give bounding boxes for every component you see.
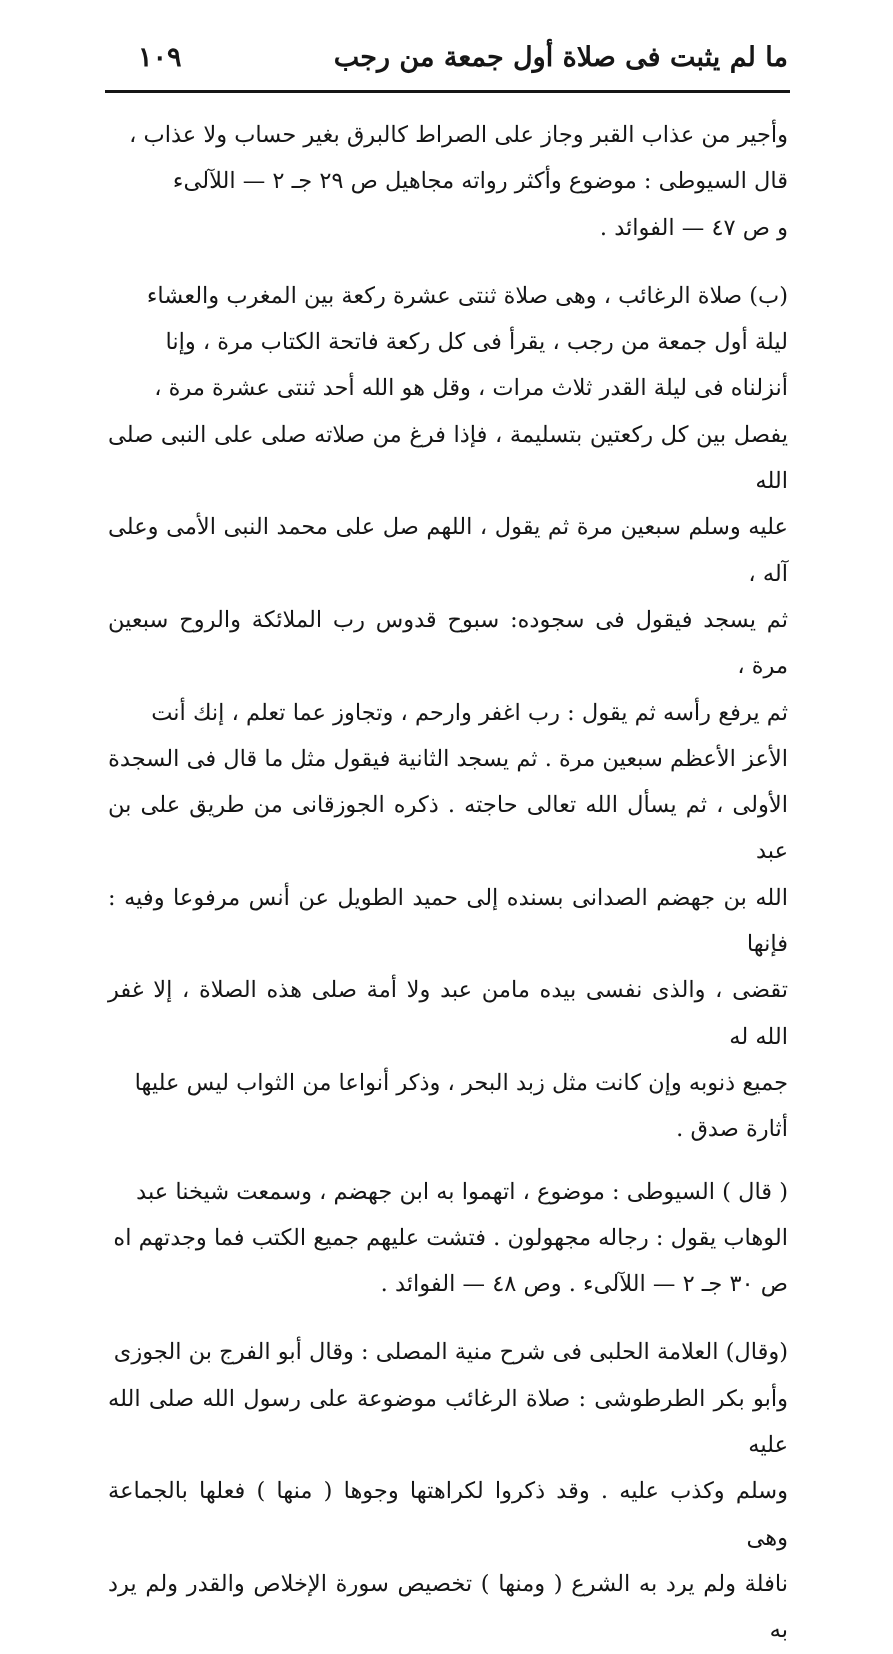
text-line: نافلة ولم يرد به الشرع ( ومنها ) تخصيص سورة الإخلاص والقدر ولم يرد به — [108, 1570, 788, 1644]
text-line: و ص ٤٧ — الفوائد . — [599, 214, 788, 241]
text-line: الأعز الأعظم سبعين مرة . ثم يسجد الثانية فيقول مثل ما قال فى السجدة — [108, 745, 788, 772]
text-line: يفصل بين كل ركعتين بتسليمة ، فإذا فرغ من صلاته صلى على النبى صلى الله — [108, 421, 788, 495]
text-line: ليلة أول جمعة من رجب ، يقرأ فى كل ركعة فاتحة الكتاب مرة ، وإنا — [165, 329, 788, 356]
text-line: وسلم وكذب عليه . وقد ذكروا لكراهتها وجوها ( منها ) فعلها بالجماعة وهى — [108, 1478, 788, 1551]
page-body — [108, 112, 788, 1654]
page-header — [108, 36, 788, 86]
text-line: أثارة صدق . — [676, 1116, 788, 1143]
text-line: (ب) صلاة الرغائب ، وهى صلاة ثنتى عشرة ركعة بين المغرب والعشاء — [146, 282, 788, 309]
text-line: الله بن جهضم الصدانى بسنده إلى حميد الطويل عن أنس مرفوعا وفيه : فإنها — [108, 884, 788, 958]
text-line: ص ٣٠ جـ ٢ — اللآلىء . وص ٤٨ — الفوائد . — [380, 1271, 788, 1298]
text-line: أنزلناه فى ليلة القدر ثلاث مرات ، وقل هو الله أحد ثنتى عشرة مرة ، — [154, 375, 788, 402]
text-line: وأجير من عذاب القبر وجاز على الصراط كالبرق بغير حساب ولا عذاب ، — [129, 122, 788, 148]
text-line: عليه وسلم سبعين مرة ثم يقول ، اللهم صل على محمد النبى الأمى وعلى آله ، — [108, 514, 788, 587]
text-line: تقضى ، والذى نفسى بيده مامن عبد ولا أمة صلى هذه الصلاة ، إلا غفر الله له — [108, 977, 788, 1050]
paragraph-4 — [108, 1329, 788, 1653]
text-line: (وقال) العلامة الحلبى فى شرح منية المصلى : وقال أبو الفرج بن الجوزى — [113, 1339, 788, 1366]
header-rule — [105, 90, 790, 93]
page-number: ١٠٩ — [138, 42, 182, 73]
text-line: جميع ذنوبه وإن كانت مثل زبد البحر ، وذكر أنواعا من الثواب ليس عليها — [134, 1069, 788, 1096]
running-title: ما لم يثبت فى صلاة أول جمعة من رجب — [333, 42, 788, 73]
text-line: ثم يرفع رأسه ثم يقول : رب اغفر وارحم ، وتجاوز عما تعلم ، إنك أنت — [151, 699, 788, 726]
text-line: قال السيوطى : موضوع وأكثر رواته مجاهيل ص ٢٩ جـ ٢ — اللآلىء — [172, 168, 788, 195]
text-line: ( قال ) السيوطى : موضوع ، اتهموا به ابن جهضم ، وسمعت شيخنا عبد — [136, 1178, 788, 1205]
text-line: الوهاب يقول : رجاله مجهولون . فتشت عليهم جميع الكتب فما وجدتهم اه — [113, 1224, 788, 1251]
paragraph-1 — [108, 112, 788, 251]
text-line: ثم يسجد فيقول فى سجوده: سبوح قدوس رب الملائكة والروح سبعين مرة ، — [108, 606, 788, 680]
paragraph-3 — [108, 1169, 788, 1308]
paragraph-2 — [108, 273, 788, 1153]
text-line: وأبو بكر الطرطوشى : صلاة الرغائب موضوعة على رسول الله صلى الله عليه — [108, 1385, 788, 1459]
text-line: الأولى ، ثم يسأل الله تعالى حاجته . ذكره الجوزقانى من طريق على بن عبد — [108, 792, 788, 865]
